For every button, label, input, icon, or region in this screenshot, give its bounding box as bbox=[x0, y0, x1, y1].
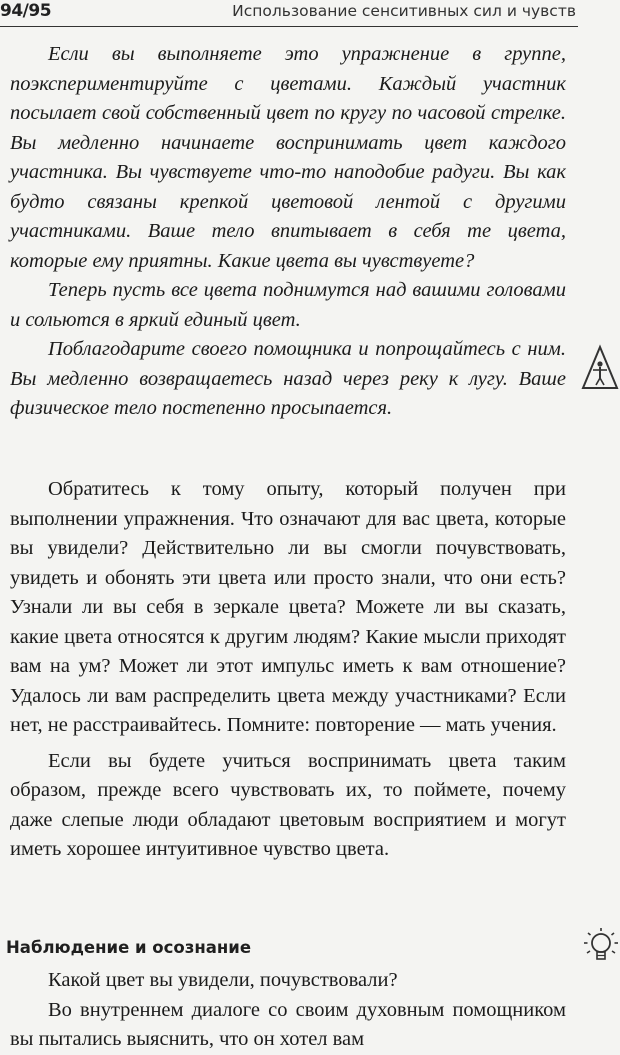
section-paragraph: Во внутреннем диалоге со своим духовным помощником вы пытались выяснить, что он хотел вам bbox=[10, 998, 566, 1050]
lightbulb-icon bbox=[582, 926, 620, 970]
page-number: 94/95 bbox=[0, 1, 52, 21]
body-paragraph: Если вы будете учиться воспринимать цвета таким образом, прежде всего чувствовать их, то поймете, почему даже слепые люди обладают цветовым восприятием и могут иметь хорошее интуитивное чувство цвета. bbox=[10, 749, 566, 860]
exercise-paragraph: Теперь пусть все цвета поднимутся над вашими головами и сольются в яркий единый цвет. bbox=[10, 279, 566, 331]
body-paragraph: Обратитесь к тому опыту, который получен при выполнении упражнения. Что означают для вас цвета, которые вы увидели? Действительно ли вы смогли почувствовать, увидеть и обонять эти цвета или просто знали, что они есть? Узнали ли вы себя в зеркале цвета? Можете ли вы сказать, какие цвета относятся к другим людям? Какие мысли приходят вам на ум? Может ли этот импульс иметь к вам отношение? Удалось ли вам распределить цвета между участниками? Если нет, не расстраивайтесь. Помните: повторение — мать учения. bbox=[10, 478, 566, 736]
exercise-paragraph: Поблагодарите своего помощника и попрощайтесь с ним. Вы медленно возвращаетесь назад через реку к лугу. Ваше физическое тело постепенно просыпается. bbox=[10, 338, 566, 419]
triangle-figure-icon bbox=[580, 344, 620, 394]
running-title: Использование сенситивных сил и чувств bbox=[232, 2, 576, 20]
exercise-paragraph: Если вы выполняете это упражнение в группе, поэкспериментируйте с цветами. Каждый участник посылает свой собственный цвет по кругу по часовой стрелке. Вы медленно начинаете воспринимать цвет каждого участника. Вы чувствуете что-то наподобие радуги. Вы как будто связаны крепкой цветовой лентой с другими участниками. Ваше тело впитывает в себя те цвета, которые ему приятны. Какие цвета вы чувствуете? bbox=[10, 43, 566, 272]
body-text bbox=[10, 475, 566, 865]
exercise-text bbox=[10, 40, 566, 424]
section-text bbox=[10, 966, 566, 1055]
running-header bbox=[0, 0, 578, 27]
section-heading: Наблюдение и осознание bbox=[6, 938, 252, 957]
section-paragraph: Какой цвет вы увидели, почувствовали? bbox=[48, 969, 398, 991]
